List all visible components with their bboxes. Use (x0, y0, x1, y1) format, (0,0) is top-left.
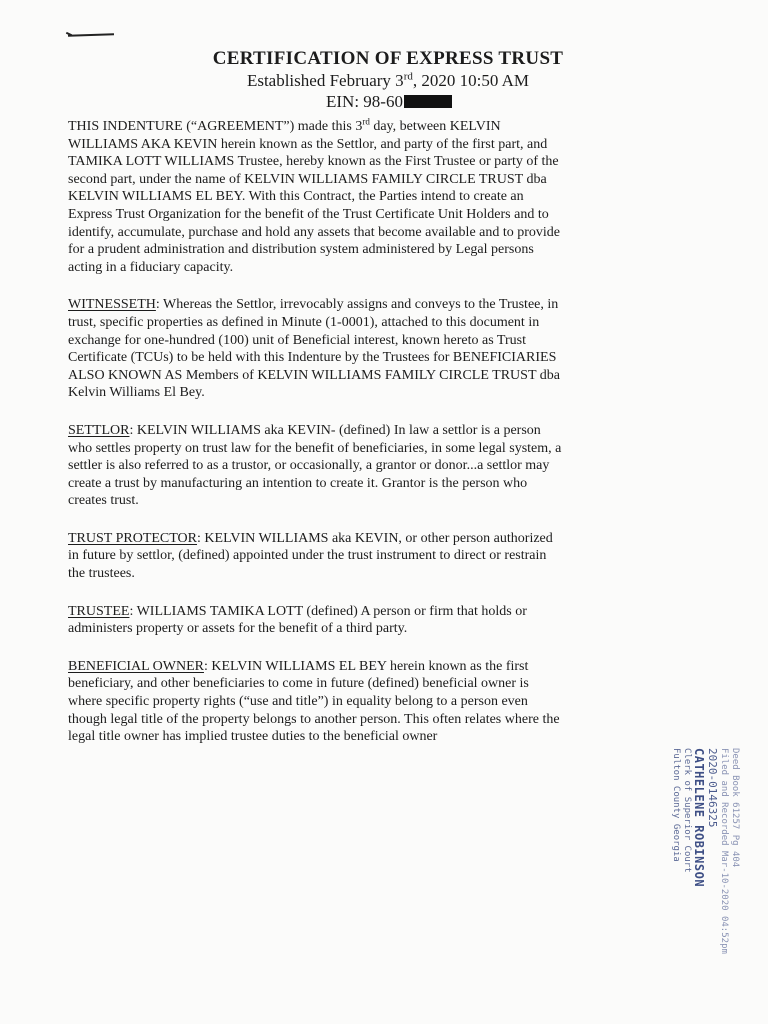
indenture-paragraph (68, 118, 688, 276)
indenture-line: Express Trust Organization for the benefit of the Trust Certificate Unit Holders and to (68, 206, 549, 222)
beneficial-owner-line: beneficiary, and other beneficiaries to come in future (defined) beneficial owner is (68, 676, 529, 692)
witnesseth-heading: WITNESSETH (68, 297, 156, 313)
trust-protector-heading: TRUST PROTECTOR (68, 530, 198, 546)
settlor-line: create a trust by manufacturing an intention to create it. Grantor is the person who (68, 475, 528, 491)
indenture-line: WILLIAMS AKA KEVIN herein known as the Settlor, and party of the first part, and (68, 136, 548, 152)
indenture-line: second part, under the name of KELVIN WILLIAMS FAMILY CIRCLE TRUST dba (68, 171, 547, 187)
witnesseth-line: trust, specific properties as defined in Minute (1-0001), attached to this document in (68, 314, 540, 330)
beneficial-owner-line: though legal title of the property belongs to another person. This often relates where the (68, 711, 560, 727)
indenture-line: identify, accumulate, purchase and hold any assets that become available and to provide (68, 224, 561, 240)
witnesseth-line: ALSO KNOWN AS Members of KELVIN WILLIAMS FAMILY CIRCLE TRUST dba (68, 367, 560, 383)
trust-protector-paragraph (68, 530, 688, 583)
stamp-clerk-title: Clerk of Superior Court (682, 748, 692, 873)
witnesseth-line: Kelvin Williams El Bey. (68, 385, 205, 401)
stamp-document-number: 2020-0146325 (706, 748, 719, 828)
witnesseth-line: exchange for one-hundred (100) unit of Beneficial interest, known hereto as Trust (68, 332, 526, 348)
indenture-line: KELVIN WILLIAMS EL BEY. With this Contract, the Parties intend to create an (68, 189, 524, 205)
trust-protector-line: in future by settlor, (defined) appointed under the trust instrument to direct or restrain (68, 548, 547, 564)
ein-number: EIN: 98-60 (10, 91, 768, 112)
document-title: CERTIFICATION OF EXPRESS TRUST (212, 48, 564, 69)
beneficial-owner-line: legal title owner has implied trustee duties to the beneficial owner (68, 729, 438, 745)
settlor-line: who settles property on trust law for the benefit of beneficiaries, in some legal system, a (68, 440, 562, 456)
beneficial-owner-line: BENEFICIAL OWNER: KELVIN WILLIAMS EL BEY herein known as the first (68, 658, 529, 674)
corner-pen-mark (68, 33, 114, 37)
witnesseth-paragraph (68, 296, 688, 402)
recording-stamp-text (671, 748, 740, 954)
beneficial-owner-heading: BENEFICIAL OWNER (68, 658, 204, 674)
trustee-line: TRUSTEE: WILLIAMS TAMIKA LOTT (defined) A person or firm that holds or (68, 603, 527, 619)
trustee-line: administers property or assets for the benefit of a third party. (68, 621, 408, 637)
trustee-paragraph (68, 603, 688, 638)
indenture-line: TAMIKA LOTT WILLIAMS Trustee, hereby known as the First Trustee or party of the (68, 154, 559, 170)
established-date: Established February 3rd, 2020 10:50 AM (246, 70, 530, 90)
trust-protector-line: the trustees. (68, 566, 135, 582)
beneficial-owner-paragraph (68, 658, 688, 746)
settlor-heading: SETTLOR (68, 422, 130, 438)
document-body (68, 118, 688, 766)
stamp-clerk-name: CATHELENE ROBINSON (692, 748, 706, 888)
trust-protector-line: TRUST PROTECTOR: KELVIN WILLIAMS aka KEVIN, or other person authorized (68, 530, 553, 546)
trustee-heading: TRUSTEE (68, 603, 130, 619)
beneficial-owner-line: where specific property rights (“use and title”) in equality belong to a person even (68, 694, 528, 710)
stamp-filed-recorded: Filed and Recorded Mar-10-2020 04:52pm (719, 748, 730, 954)
settlor-line: SETTLOR: KELVIN WILLIAMS aka KEVIN- (defined) In law a settlor is a person (68, 422, 541, 438)
indenture-line: for a prudent administration and distribution system administered by Legal persons (68, 242, 534, 258)
witnesseth-line: WITNESSETH: Whereas the Settlor, irrevocably assigns and conveys to the Trustee, in (68, 297, 559, 313)
corner-pen-mark-tail (66, 32, 72, 36)
witnesseth-line: Certificate (TCUs) to be held with this Indenture by the Trustees for BENEFICIARIES (68, 350, 557, 366)
settlor-line: settler is also referred to as a trustor, or occasionally, a grantor or donor...a settlor may (68, 458, 550, 474)
indenture-line: THIS INDENTURE (“AGREEMENT”) made this 3rd day, between KELVIN (68, 116, 501, 134)
stamp-county: Fulton County Georgia (671, 748, 682, 862)
stamp-deed-book: Deed Book 61257 Pg 404 (730, 748, 740, 868)
ein-redaction-box (404, 95, 452, 108)
recording-stamp (664, 748, 742, 954)
document-header (0, 48, 768, 112)
indenture-line: acting in a fiduciary capacity. (68, 259, 234, 275)
settlor-paragraph (68, 422, 688, 510)
settlor-line: creates trust. (68, 493, 139, 509)
